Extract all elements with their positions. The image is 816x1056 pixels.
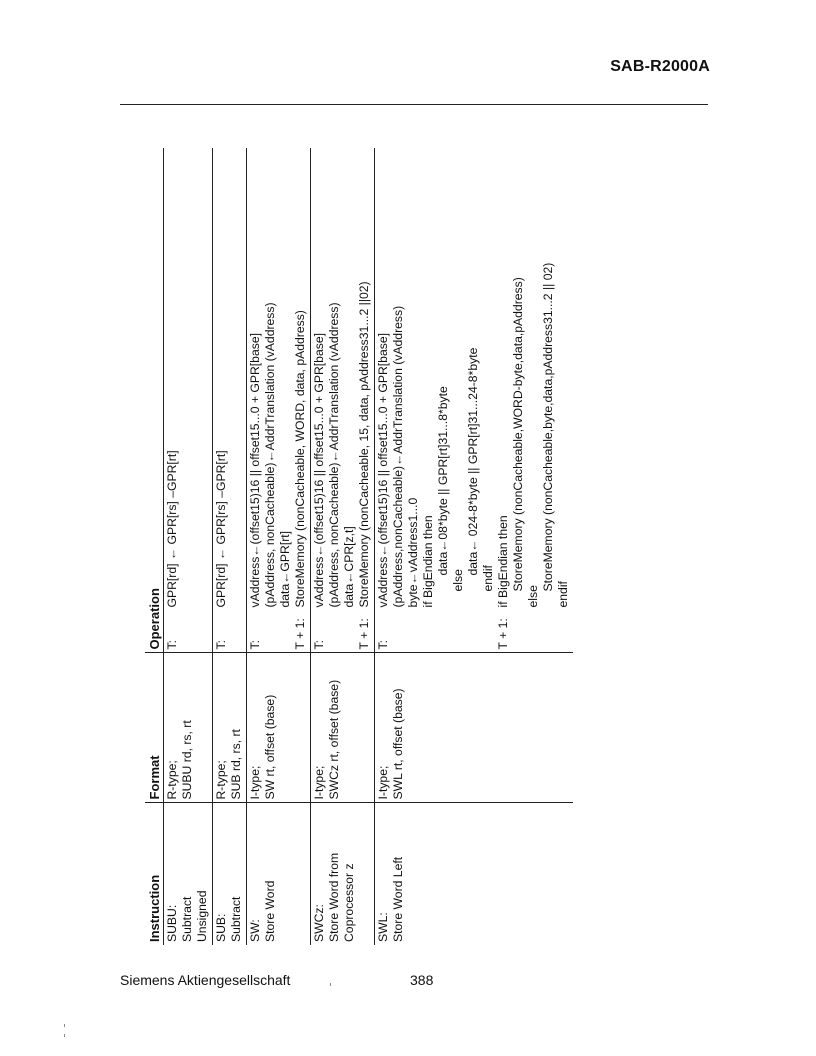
operation-text: data←GPR[rt]: [278, 530, 292, 608]
operation-text: StoreMemory (nonCacheable,WORD-byte,data,pAddress): [511, 277, 525, 592]
column-header-format: Format: [145, 653, 164, 803]
table-row: [164, 148, 213, 945]
column-header-operation: Operation: [145, 148, 164, 653]
operation-line: [421, 151, 436, 650]
operation-timing: [526, 608, 541, 650]
operation-timing: [436, 608, 451, 650]
operation-timing: T:: [376, 640, 390, 650]
operation-line: [357, 151, 372, 650]
operation-text: data← 024-8*byte || GPR[rt]31...24-8*byte: [466, 347, 480, 576]
operation-text: StoreMemory (nonCacheable, 15, data, pAddress31...2 ||02): [357, 281, 371, 608]
operation-timing: T:: [214, 640, 228, 650]
operation-timing: T + 1:: [357, 618, 371, 650]
operation-cell: [213, 148, 247, 653]
operation-timing: [391, 608, 406, 650]
operation-line: [406, 151, 421, 650]
operation-timing: [421, 608, 436, 650]
operation-text: else: [451, 569, 465, 592]
operation-text: else: [526, 585, 540, 608]
format-line: SW rt, offset (base): [263, 694, 277, 800]
operation-text: vAddress←(offset15)16 || offset15...0 + GPR[base]: [312, 333, 326, 608]
operation-line: [293, 151, 308, 650]
format-line: SWL rt, offset (base): [391, 688, 405, 800]
operation-text: StoreMemory (nonCacheable,byte,data,pAddress31...2 || 02): [541, 262, 555, 592]
operation-timing: T + 1:: [293, 618, 307, 650]
operation-text: (pAddress,nonCacheable)←AddrTranslation (vAddress): [391, 305, 405, 608]
operation-cell: [311, 148, 375, 653]
instruction-line: Subtract: [180, 896, 194, 942]
operation-timing: T + 1:: [496, 618, 510, 650]
instruction-cell: [247, 803, 311, 945]
page-number: 388: [410, 972, 434, 988]
operation-text: GPR[rd] ← GPR[rs] –GPR[rt]: [214, 450, 228, 608]
format-cell: [375, 653, 574, 803]
format-line: I-type;: [376, 765, 390, 800]
operation-line: [526, 151, 541, 650]
document-title: SAB-R2000A: [610, 58, 710, 75]
instruction-line: SWCz:: [312, 904, 326, 942]
operation-line: [263, 151, 278, 650]
operation-text: data←08*byte || GPR[rt]31...8*byte: [436, 386, 450, 576]
operation-line: [466, 151, 481, 650]
operation-timing: [327, 608, 342, 650]
instruction-line: SWL:: [376, 912, 390, 942]
operation-line: [376, 151, 391, 650]
format-cell: [311, 653, 375, 803]
instruction-line: Coprocessor z: [342, 863, 356, 942]
operation-timing: [556, 608, 571, 650]
operation-timing: [541, 608, 556, 650]
scan-speck: [330, 983, 331, 986]
operation-timing: T:: [312, 640, 326, 650]
format-line: SUB rd, rs, rt: [229, 729, 243, 800]
operation-timing: T:: [165, 640, 179, 650]
instruction-cell: [213, 803, 247, 945]
format-cell: [213, 653, 247, 803]
operation-line: [481, 151, 496, 650]
operation-text: vAddress←(offset15)16 || offset15...0 + GPR[base]: [248, 333, 262, 608]
operation-text: endif: [481, 565, 495, 592]
instruction-table: [145, 148, 573, 945]
format-line: R-type;: [214, 760, 228, 800]
operation-timing: [263, 608, 278, 650]
scan-speck: [64, 1034, 65, 1037]
format-line: SWCz rt, offset (base): [327, 679, 341, 800]
table-row: [247, 148, 311, 945]
operation-line: [496, 151, 511, 650]
operation-line: [511, 151, 526, 650]
operation-line: [312, 151, 327, 650]
instruction-line: Store Word Left: [391, 856, 405, 942]
instruction-line: SUB:: [214, 913, 228, 942]
instruction-line: Store Word from: [327, 852, 341, 942]
operation-cell: [375, 148, 574, 653]
operation-line: [248, 151, 263, 650]
format-line: I-type;: [248, 765, 262, 800]
table-body: [164, 148, 574, 945]
instruction-cell: [311, 803, 375, 945]
operation-cell: [247, 148, 311, 653]
operation-text: vAddress←(offset15)16 || offset15...0 + GPR[base]: [376, 333, 390, 608]
operation-timing: [278, 608, 293, 650]
instruction-line: SUBU:: [165, 904, 179, 942]
instruction-cell: [375, 803, 574, 945]
operation-text: data←CPR[z,t]: [342, 526, 356, 608]
table-header-row: [145, 148, 164, 945]
operation-line: [541, 151, 556, 650]
instruction-line: SW:: [248, 919, 262, 942]
operation-line: [556, 151, 571, 650]
operation-cell: [164, 148, 213, 653]
operation-text: GPR[rd] ← GPR[rs] –GPR[rt]: [165, 450, 179, 608]
header-rule: [120, 104, 708, 105]
operation-line: [165, 151, 180, 650]
operation-timing: [466, 608, 481, 650]
operation-text: if BigEndian then: [496, 515, 510, 608]
operation-text: byte←vAddress1...0: [406, 497, 420, 608]
operation-timing: [511, 608, 526, 650]
format-line: I-type;: [312, 765, 326, 800]
operation-line: [391, 151, 406, 650]
operation-timing: [481, 608, 496, 650]
format-cell: [247, 653, 311, 803]
operation-line: [327, 151, 342, 650]
operation-line: [451, 151, 466, 650]
operation-timing: T:: [248, 640, 262, 650]
table-row: [213, 148, 247, 945]
format-line: SUBU rd, rs, rt: [180, 720, 194, 800]
operation-line: [278, 151, 293, 650]
footer-company: Siemens Aktiengesellschaft: [120, 972, 291, 988]
operation-text: (pAddress, nonCacheable)←AddrTranslation (vAddress): [263, 302, 277, 608]
format-line: R-type;: [165, 760, 179, 800]
format-cell: [164, 653, 213, 803]
operation-line: [342, 151, 357, 650]
operation-text: (pAddress, nonCacheable)←AddrTranslation (vAddress): [327, 302, 341, 608]
instruction-line: Store Word: [263, 880, 277, 942]
scan-speck: [64, 1024, 65, 1027]
operation-line: [436, 151, 451, 650]
instruction-line: Subtract: [229, 896, 243, 942]
operation-line: [214, 151, 229, 650]
column-header-instruction: Instruction: [145, 803, 164, 945]
operation-text: StoreMemory (nonCacheable, WORD, data, pAddress): [293, 310, 307, 608]
operation-timing: [342, 608, 357, 650]
operation-timing: [451, 608, 466, 650]
operation-text: if BigEndian then: [421, 515, 435, 608]
instruction-cell: [164, 803, 213, 945]
operation-timing: [406, 608, 421, 650]
instruction-table-rotated: [145, 148, 585, 945]
operation-text: endif: [556, 581, 570, 608]
instruction-line: Unsigned: [195, 890, 209, 942]
table-row: [375, 148, 574, 945]
table-row: [311, 148, 375, 945]
